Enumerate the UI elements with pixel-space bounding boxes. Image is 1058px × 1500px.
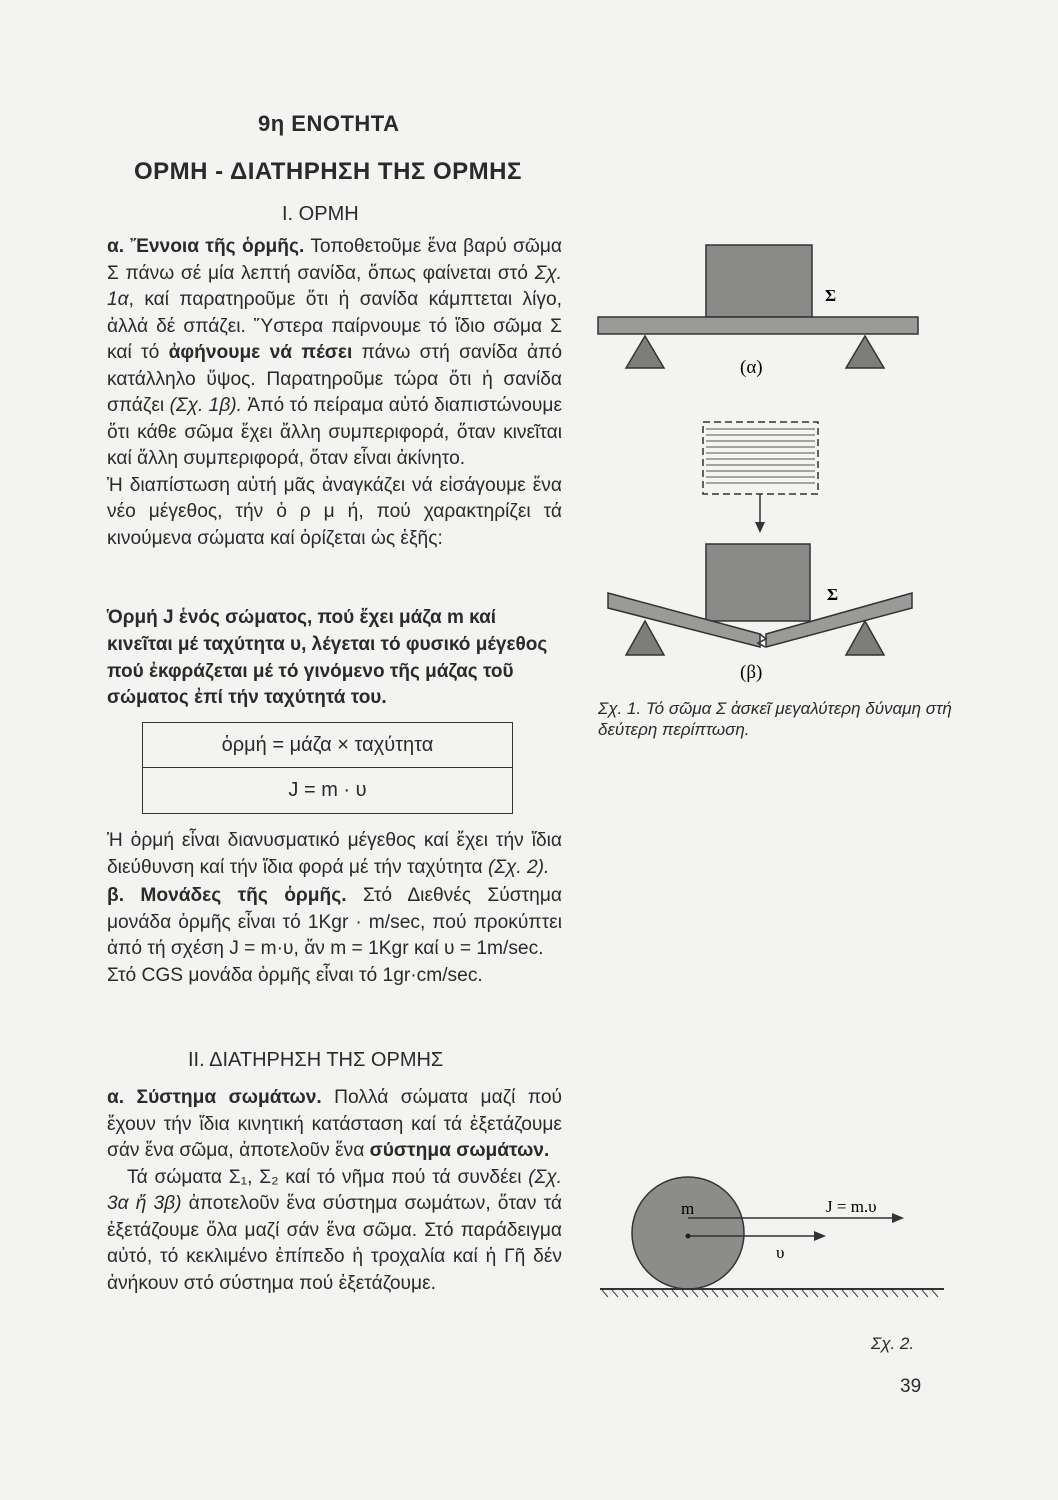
velocity-label: υ [776,1243,785,1262]
emphasis: σύστημα σωμάτων. [369,1140,550,1161]
body-label-a: Σ [825,286,837,305]
body-label-b: Σ [827,585,839,604]
text-span: πάνω στή σανίδα ἀπό κατάλληλο ὕψος. Παρατηροῦμε τώρα ὅτι ἡ σανίδα σπάζει [107,342,562,416]
paragraph-vector [107,828,562,989]
text-span: Πολλά σώματα μαζί πού ἔχουν τήν ἴδια κινητική κατάσταση καί τά ἐξετάζουμε σάν ἕνα σῶμα, ἀποτελοῦν ἕνα [107,1087,562,1161]
emphasis: ἀφήνουμε νά πέσει [168,342,353,363]
figure-2-caption: Σχ. 2. [871,1334,915,1353]
formula-symbols: J = m · υ [288,778,367,801]
paragraph-heading: β. Μονάδες τῆς ὁρμῆς. [107,885,347,906]
ground-hatching [602,1290,938,1297]
paragraph-heading: α. Ἔννοια τῆς ὁρμῆς. [107,236,305,257]
figure-ref: (Σχ. 1β). [169,395,243,416]
support-left-b [626,621,664,655]
momentum-definition: Ὁρμή J ἑνός σώματος, πού ἔχει μάζα m καί κινεῖται μέ ταχύτητα υ, λέγεται τό φυσικό μέγεθος πού ἐκφράζεται μέ τό γινόμενο τῆς μάζας τοῦ σώματος ἐπί τήν ταχύτητά του. [107,607,548,709]
text-span: , πού χαρακτηρίζει τά κινούμενα σώματα καί ὁρίζεται ὡς ἑξῆς: [107,501,562,549]
section-heading-momentum: Ι. ΟΡΜΗ [282,203,359,225]
text-span: Στό Διεθνές Σύστημα μονάδα ὁρμῆς εἶναι τό 1Kgr · m/sec, πού προκύπτει ἀπό τή σχέση J = m·υ, ἄν m = 1Kgr καί υ = 1m/sec. [107,885,562,959]
motion-lines [706,429,815,483]
text-span: ἀποτελοῦν ἕνα σύστημα σωμάτων, ὅταν τά ἐξετάζουμε ὅλα μαζί σάν ἕνα σῶμα. Στό παράδειγμα αὐτό, τό κεκλιμένο ἐπίπεδο ἡ τροχαλία καί ἡ Γῆ δέν ἀνήκουν στό σύστημα πού ἐξετάζουμε. [107,1193,562,1294]
rolling-ball [632,1177,744,1289]
support-left-a [626,336,664,368]
momentum-label: J = m.υ [826,1197,877,1216]
paragraph-heading: α. Σύστημα σωμάτων. [107,1087,322,1108]
body-block-b [706,544,810,621]
text-span: Τά σώματα Σ₁, Σ₂ καί τό νῆμα πού τά συνδέει [127,1166,529,1188]
section-heading-conservation: ΙΙ. ΔΙΑΤΗΡΗΣΗ ΤΗΣ ΟΡΜΗΣ [188,1049,444,1071]
page-title: ΟΡΜΗ - ΔΙΑΤΗΡΗΣΗ ΤΗΣ ΟΡΜΗΣ [134,158,522,185]
chapter-heading: 9η ΕΝΟΤΗΤΑ [258,111,400,136]
label-b: (β) [740,662,763,683]
fall-arrowhead [755,522,765,533]
paragraph-concept [107,234,562,552]
formula-box [142,722,513,814]
figure-ref: Σχ. 1α [107,262,562,310]
body-block-a [706,245,812,317]
text-span: Τοποθετοῦμε ἕνα βαρύ σῶμα Σ πάνω σέ μία λεπτή σανίδα, ὅπως φαίνεται στό [107,236,562,284]
center-point [686,1234,691,1239]
figure-ref: (Σχ. 2). [487,856,550,878]
page-number: 39 [900,1376,922,1397]
paragraph-system [107,1085,562,1297]
mass-label: m [681,1199,695,1218]
text-span: , καί παρατηροῦμε ὅτι ἡ σανίδα κάμπτεται λίγο, ἀλλά δέ σπάζει. Ὕστερα παίρνουμε τό ἴδιο σῶμα Σ καί τό [107,289,562,363]
support-right-b [846,621,884,655]
figure-2 [596,1170,946,1300]
label-a: (α) [740,357,763,378]
text-span: Ἡ διαπίστωση αὐτή μᾶς ἀναγκάζει νά εἰσάγουμε ἕνα νέο μέγεθος, τήν [107,474,562,522]
formula-words: ὁρμή = μάζα × ταχύτητα [143,723,512,768]
velocity-arrowhead [814,1231,826,1241]
spaced-term: ὁ ρ μ ή [276,501,359,522]
figure-ref: (Σχ. 3α ἤ 3β) [107,1166,562,1214]
support-right-a [846,336,884,368]
text-span: Ἀπό τό πείραμα αὐτό διαπιστώνουμε ὅτι κάθε σῶμα ἔχει ἄλλη συμπεριφορά, ὅταν κινεῖται καί ἄλλη συμπεριφορά, ὅταν εἶναι ἀκίνητο. [107,395,563,469]
plank-a [598,317,918,334]
text-span: Ἡ ὁρμή εἶναι διανυσματικό μέγεθος καί ἔχει τήν ἴδια διεύθυνση καί τήν ἴδια φορά μέ τήν ταχύτητα [107,830,562,878]
text-span: Στό CGS μονάδα ὁρμῆς εἶναι τό 1gr·cm/sec. [107,964,483,986]
figure-1 [590,235,930,690]
figure-1-caption: Σχ. 1. Τό σῶμα Σ ἀσκεῖ μεγαλύτερη δύναμη στή δεύτερη περίπτωση. [598,699,952,739]
momentum-arrowhead [892,1213,904,1223]
